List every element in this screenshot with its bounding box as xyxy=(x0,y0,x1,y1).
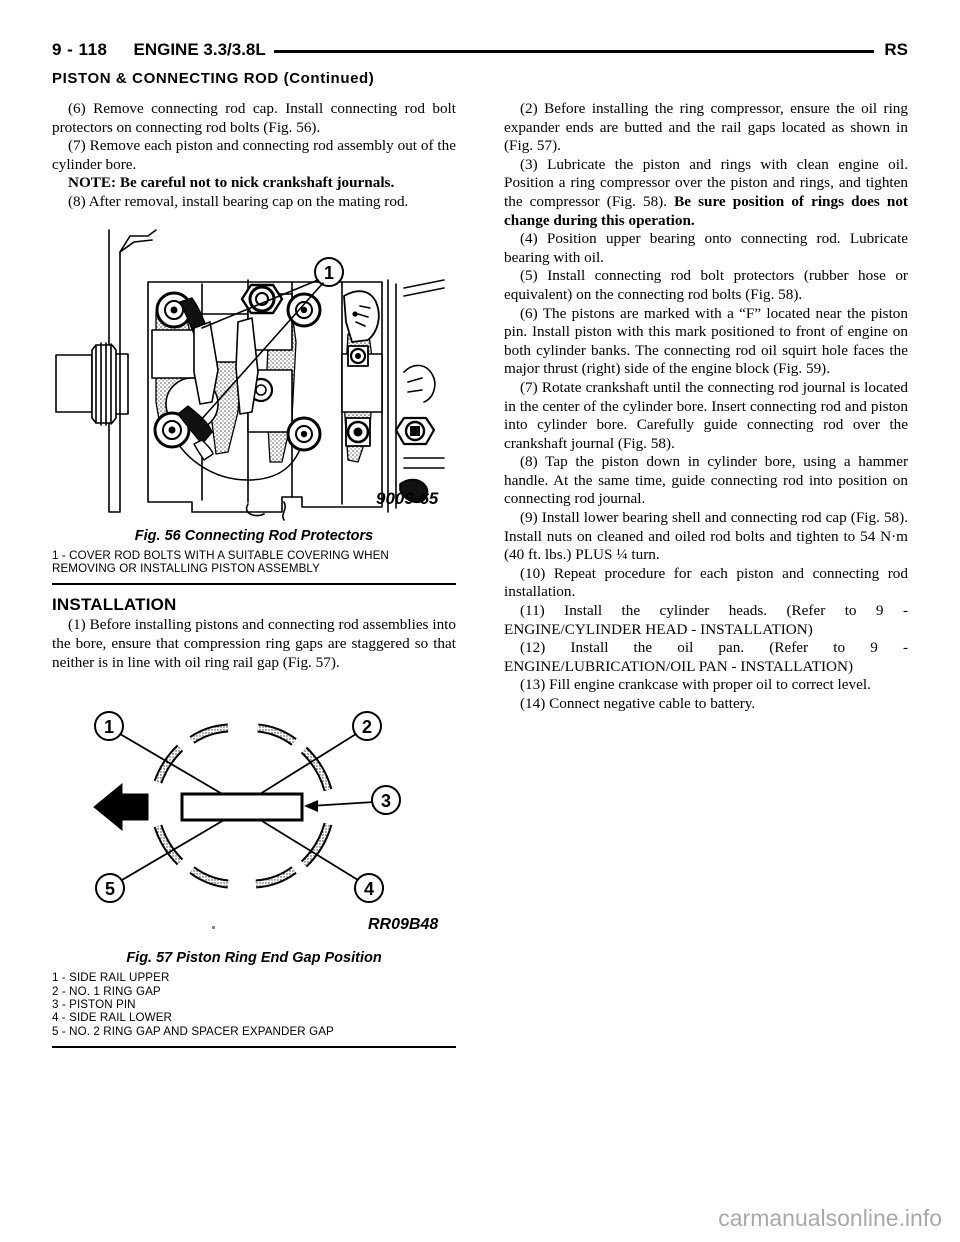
installation-paragraph-1: (1) Before installing pistons and connecting rod assemblies into the bore, ensure that compression ring gaps are staggered so that neither is in line with oil ring rail gap (Fig. 57). xyxy=(52,616,456,671)
site-watermark: carmanualsonline.info xyxy=(718,1205,942,1231)
front-direction-arrow xyxy=(94,784,148,830)
paragraph-2 xyxy=(504,100,908,156)
paragraph-11-text: (11) Install the cylinder heads. (Refer to 9 - ENGINE/CYLINDER HEAD - INSTALLATION) xyxy=(504,602,908,638)
svg-text:5: 5 xyxy=(104,879,116,900)
callout-3-arrowhead xyxy=(304,800,318,812)
paragraph-10 xyxy=(504,565,908,602)
figure-57-ring-gap-diagram xyxy=(52,690,456,940)
paragraph-3-bold: Be sure position of rings does not change during this operation. xyxy=(504,192,908,229)
paragraph-9-text: (9) Install lower bearing shell and connecting rod cap (Fig. 58). Install nuts on cleaned and oiled rod bolts and tighten to 54 N·m (40 ft. lbs.) PLUS ¼ turn. xyxy=(504,509,908,564)
figure-57-id-label: RR09B48 xyxy=(368,916,439,934)
figure-57-legend xyxy=(52,971,456,1038)
paragraph-5-text: (5) Install connecting rod bolt protectors (rubber hose or equivalent) on the connecting rod bolts (Fig. 58). xyxy=(504,267,908,303)
paragraph-2-text: (2) Before installing the ring compressor, ensure the oil ring expander ends are butted and the rail gaps located as shown in (Fig. 57). xyxy=(504,100,908,155)
page-header xyxy=(52,36,908,64)
figure-57-artwork xyxy=(52,690,456,940)
svg-text:2: 2 xyxy=(361,717,373,738)
figure-57-legend-item-4: 4 - SIDE RAIL LOWER xyxy=(52,1011,173,1025)
figure-56-id-label: 9009-65 xyxy=(376,488,439,508)
ring-arc-top-left-outer xyxy=(158,748,180,782)
paragraph-8r-text: (8) Tap the piston down in cylinder bore, using a hammer handle. At the same time, guide connecting rod into position on connecting rod journal. xyxy=(504,453,908,508)
header-rule xyxy=(274,50,875,53)
ring-arc-bottom-right-inner xyxy=(256,870,294,884)
paragraph-9 xyxy=(504,509,908,565)
paragraph-7r xyxy=(504,379,908,453)
paragraph-8r xyxy=(504,453,908,509)
paragraph-3 xyxy=(504,156,908,230)
paragraph-11 xyxy=(504,602,908,639)
paragraph-10-text: (10) Repeat procedure for each piston and connecting rod installation. xyxy=(504,564,908,601)
ring-arc-bottom-left-inner xyxy=(192,870,228,884)
figure-57-callout-2 xyxy=(353,712,381,740)
note-block: NOTE: Be careful not to nick crankshaft journals. xyxy=(68,174,395,192)
paragraph-5 xyxy=(504,267,908,304)
installation-heading: INSTALLATION xyxy=(52,595,177,615)
figure-57 xyxy=(52,690,456,1048)
header-section-title: ENGINE 3.3/3.8L xyxy=(133,40,266,59)
figure-57-legend-item-5: 5 - NO. 2 RING GAP AND SPACER EXPANDER GAP xyxy=(52,1024,334,1038)
figure-56-callout-1-label: 1 xyxy=(323,262,335,283)
paragraph-4-text: (4) Position upper bearing onto connecting rod. Lubricate bearing with oil. xyxy=(504,230,908,266)
paragraph-13-text: (13) Fill engine crankcase with proper oil to correct level. xyxy=(520,676,871,694)
paragraph-3-text: (3) Lubricate the piston and rings with clean engine oil. Position a ring compressor over the piston and rings, and tighten the compressor (Fig. 58). xyxy=(504,155,908,210)
ring-arc-top-right-inner xyxy=(258,728,294,742)
right-column xyxy=(504,100,908,714)
piston-pin-rectangle xyxy=(182,794,302,820)
figure-56-artwork xyxy=(52,222,456,522)
figure-57-legend-item-2: 2 - NO. 1 RING GAP xyxy=(52,984,161,998)
paragraph-8: (8) After removal, install bearing cap on the mating rod. xyxy=(68,192,409,210)
svg-text:3: 3 xyxy=(380,791,392,812)
figure-57-callout-3 xyxy=(372,786,400,814)
svg-text:1: 1 xyxy=(103,717,115,738)
paragraph-6r xyxy=(504,305,908,379)
paragraph-14 xyxy=(504,695,908,714)
paragraph-6: (6) Remove connecting rod cap. Install connecting rod bolt protectors on connecting rod bolts (Fig. 56). xyxy=(52,100,456,136)
paragraph-14-text: (14) Connect negative cable to battery. xyxy=(520,695,756,712)
figure-57-callout-5 xyxy=(96,874,124,902)
header-right-code: RS xyxy=(884,40,908,59)
paragraph-7: (7) Remove each piston and connecting rod assembly out of the cylinder bore. xyxy=(52,137,456,173)
figure-57-callout-4 xyxy=(355,874,383,902)
paragraph-4 xyxy=(504,230,908,267)
figure-56 xyxy=(52,222,456,586)
figure-56-caption: Fig. 56 Connecting Rod Protectors xyxy=(134,527,374,544)
figure-56-divider xyxy=(52,583,456,585)
figure-57-divider xyxy=(52,1046,456,1048)
paragraph-12-text: (12) Install the oil pan. (Refer to 9 - ENGINE/LUBRICATION/OIL PAN - INSTALLATION) xyxy=(504,639,908,675)
svg-text:4: 4 xyxy=(363,879,375,900)
ring-arc-top-right-outer xyxy=(304,750,328,790)
figure-57-legend-item-3: 3 - PISTON PIN xyxy=(52,997,136,1011)
page-number: 9 - 118 xyxy=(52,40,108,59)
figure-56-legend xyxy=(52,549,456,576)
figure-57-callout-1 xyxy=(95,712,123,740)
ring-arc-bottom-right-outer xyxy=(304,824,328,864)
figure-56-line-drawing xyxy=(52,222,456,522)
figure-57-legend-item-1: 1 - SIDE RAIL UPPER xyxy=(52,971,170,985)
ring-arc-top-left-inner xyxy=(192,728,228,740)
paragraph-6r-text: (6) The pistons are marked with a “F” located near the piston pin. Install piston with this mark positioned to front of engine on both cylinder banks. The connecting rod oil squirt hole faces the major thrust (right) side of the engine block (Fig. 59). xyxy=(504,304,908,378)
figure-56-legend-item-1: 1 - COVER ROD BOLTS WITH A SUITABLE COVERING WHEN REMOVING OR INSTALLING PISTON ASSEMBLY xyxy=(52,548,389,575)
continued-heading: PISTON & CONNECTING ROD (Continued) xyxy=(52,70,375,87)
paragraph-12 xyxy=(504,639,908,676)
figure-57-caption: Fig. 57 Piston Ring End Gap Position xyxy=(126,950,382,967)
paragraph-7r-text: (7) Rotate crankshaft until the connecting rod journal is located in the center of the cylinder bore. Insert connecting rod and piston into cylinder bore. Carefully guide connecting rod over the crankshaft journal (Fig. 58). xyxy=(504,378,908,452)
paragraph-13 xyxy=(504,676,908,695)
left-column xyxy=(52,100,456,1058)
